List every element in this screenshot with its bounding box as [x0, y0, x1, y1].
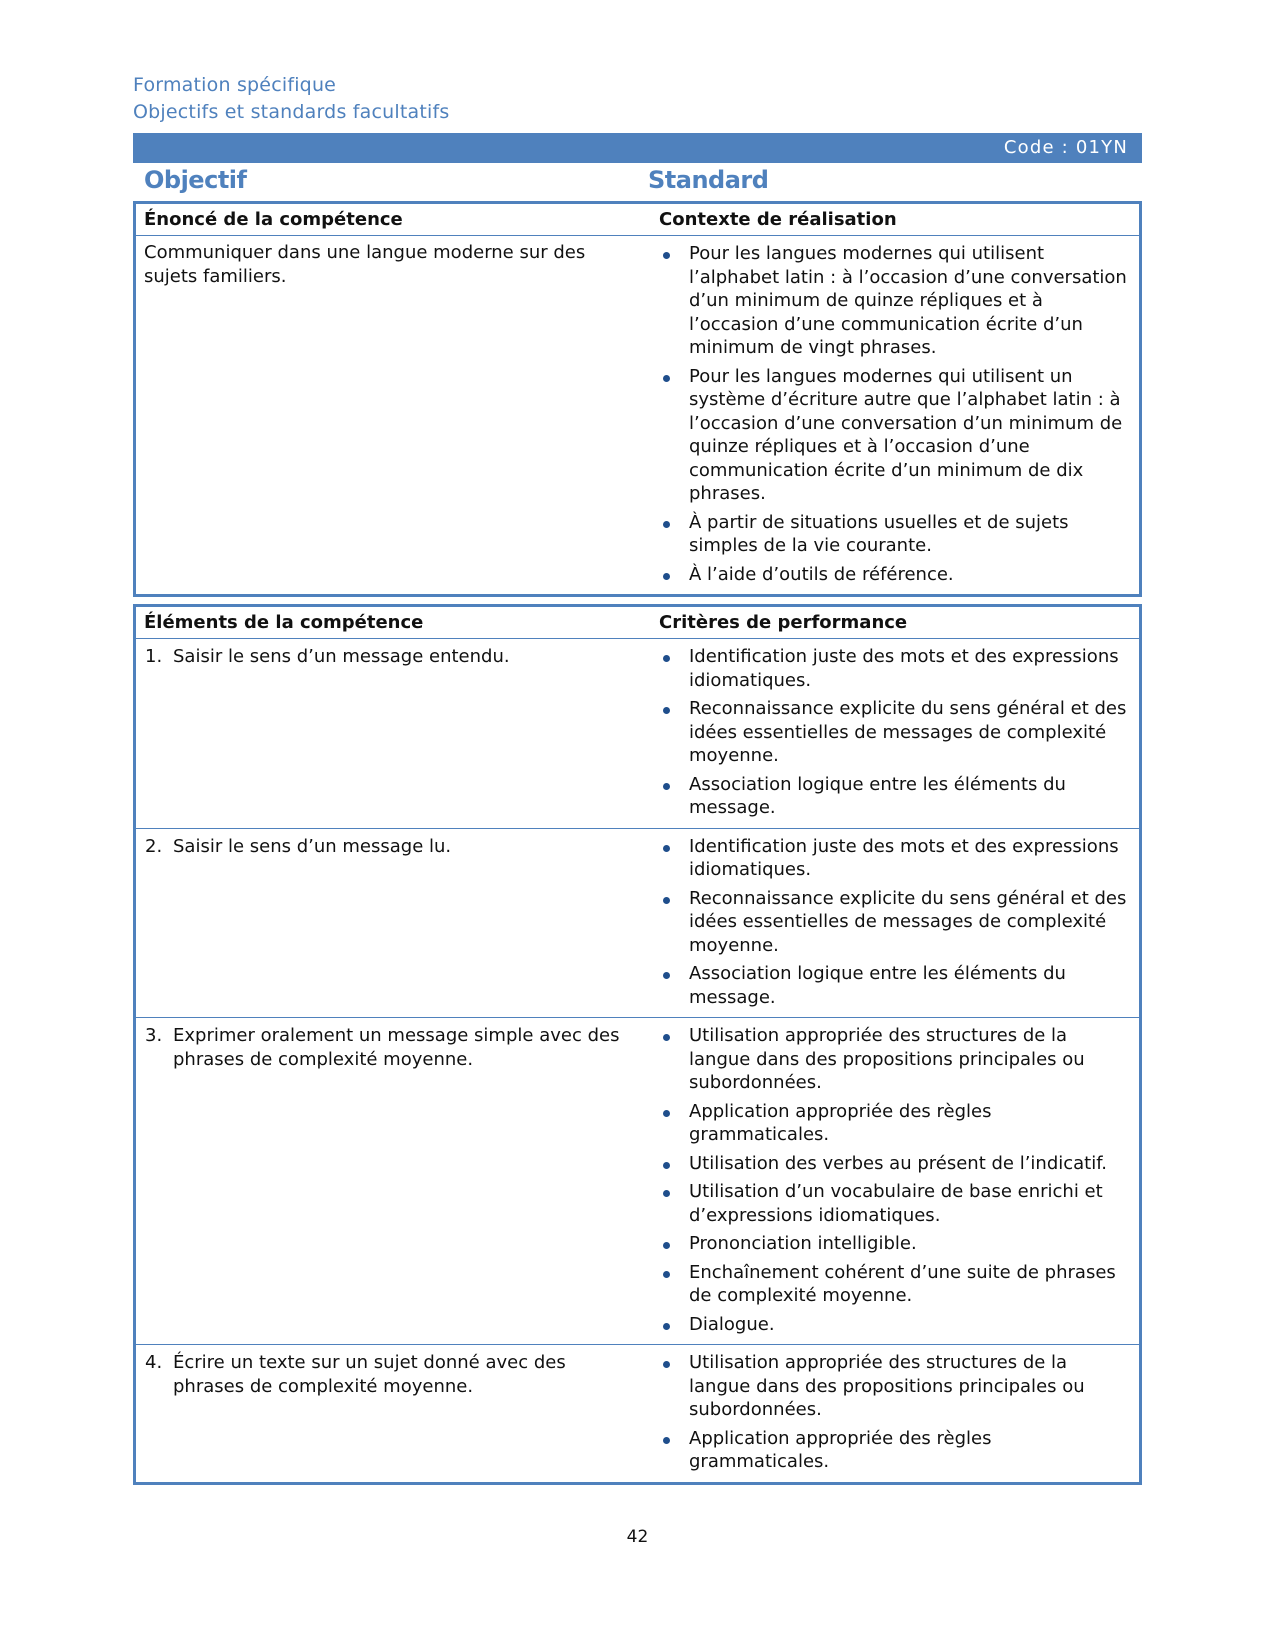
bullet-icon [663, 1271, 670, 1278]
contexte-list [659, 236, 1139, 594]
list-item: Reconnaissance explicite du sens général et des idées essentielles de messages de complexité moyenne. [659, 697, 1139, 768]
list-item: Application appropriée des règles grammaticales. [659, 1100, 1139, 1147]
page-header [133, 72, 450, 126]
criteres-list [659, 639, 1139, 828]
table-header-row [135, 606, 1141, 639]
table-row [135, 1345, 1141, 1484]
bullet-icon [663, 1190, 670, 1197]
bullet-icon [663, 375, 670, 382]
list-item: À l’aide d’outils de référence. [659, 563, 1139, 587]
bullet-icon [663, 845, 670, 852]
bullet-icon [663, 1361, 670, 1368]
bullet-icon [663, 1242, 670, 1249]
contexte-header: Contexte de réalisation [659, 209, 897, 230]
table-header-row [135, 203, 1141, 236]
list-item: Utilisation appropriée des structures de la langue dans des propositions principales ou subordonnées. [659, 1351, 1139, 1422]
bullet-icon [663, 897, 670, 904]
code-bar: Code : 01YN [133, 133, 1142, 163]
enonce-header: Énoncé de la compétence [144, 209, 403, 230]
list-item: Utilisation appropriée des structures de la langue dans des propositions principales ou subordonnées. [659, 1024, 1139, 1095]
criteres-list [659, 829, 1139, 1018]
column-titles [133, 163, 1142, 201]
elements-header: Éléments de la compétence [144, 612, 424, 633]
list-item: Utilisation d’un vocabulaire de base enrichi et d’expressions idiomatiques. [659, 1180, 1139, 1227]
bullet-icon [663, 521, 670, 528]
list-item: Application appropriée des règles grammaticales. [659, 1427, 1139, 1474]
criteres-list [659, 1018, 1139, 1344]
list-item: Identification juste des mots et des expressions idiomatiques. [659, 645, 1139, 692]
list-item: Reconnaissance explicite du sens général et des idées essentielles de messages de complexité moyenne. [659, 887, 1139, 958]
objectif-title: Objectif [144, 166, 247, 194]
element-item: 1. Saisir le sens d’un message entendu. [145, 646, 510, 667]
bullet-icon [663, 1034, 670, 1041]
element-item: 4. Écrire un texte sur un sujet donné avec des phrases de complexité moyenne. [145, 1352, 566, 1397]
list-item: Association logique entre les éléments du message. [659, 773, 1139, 820]
bullet-icon [663, 1162, 670, 1169]
bullet-icon [663, 252, 670, 259]
list-item: Enchaînement cohérent d’une suite de phrases de complexité moyenne. [659, 1261, 1139, 1308]
list-item: Identification juste des mots et des expressions idiomatiques. [659, 835, 1139, 882]
list-item: Prononciation intelligible. [659, 1232, 1139, 1256]
bullet-icon [663, 573, 670, 580]
bullet-icon [663, 1437, 670, 1444]
bullet-icon [663, 783, 670, 790]
bullet-icon [663, 707, 670, 714]
elements-table [133, 604, 1142, 1485]
list-item: Dialogue. [659, 1313, 1139, 1337]
list-item: Utilisation des verbes au présent de l’indicatif. [659, 1152, 1139, 1176]
bullet-icon [663, 1323, 670, 1330]
page-number: 42 [626, 1527, 649, 1547]
table-row [135, 639, 1141, 829]
element-item: 3. Exprimer oralement un message simple avec des phrases de complexité moyenne. [145, 1025, 620, 1070]
table-row [135, 236, 1141, 596]
element-item: 2. Saisir le sens d’un message lu. [145, 835, 452, 857]
criteres-header: Critères de performance [659, 612, 908, 633]
section-title: Formation spécifique [133, 74, 337, 96]
bullet-icon [663, 655, 670, 662]
bullet-icon [663, 1110, 670, 1117]
list-item: Pour les langues modernes qui utilisent un système d’écriture autre que l’alphabet latin : à l’occasion d’une conversation d’un minimum de quinze répliques et à l’occasion d’une communication écrite d’un minimum de dix phrases. [659, 365, 1139, 506]
criteres-list [659, 1345, 1139, 1482]
section-subtitle: Objectifs et standards facultatifs [133, 101, 450, 123]
list-item: Pour les langues modernes qui utilisent l’alphabet latin : à l’occasion d’une conversation d’un minimum de quinze répliques et à l’occasion d’une communication écrite d’un minimum de vingt phrases. [659, 242, 1139, 360]
standard-title: Standard [648, 166, 769, 194]
list-item: À partir de situations usuelles et de sujets simples de la vie courante. [659, 511, 1139, 558]
bullet-icon [663, 972, 670, 979]
table-row [135, 1018, 1141, 1345]
table-row [135, 828, 1141, 1018]
competence-table [133, 201, 1142, 597]
list-item: Association logique entre les éléments du message. [659, 962, 1139, 1009]
competence-statement: Communiquer dans une langue moderne sur des sujets familiers. [144, 242, 586, 287]
